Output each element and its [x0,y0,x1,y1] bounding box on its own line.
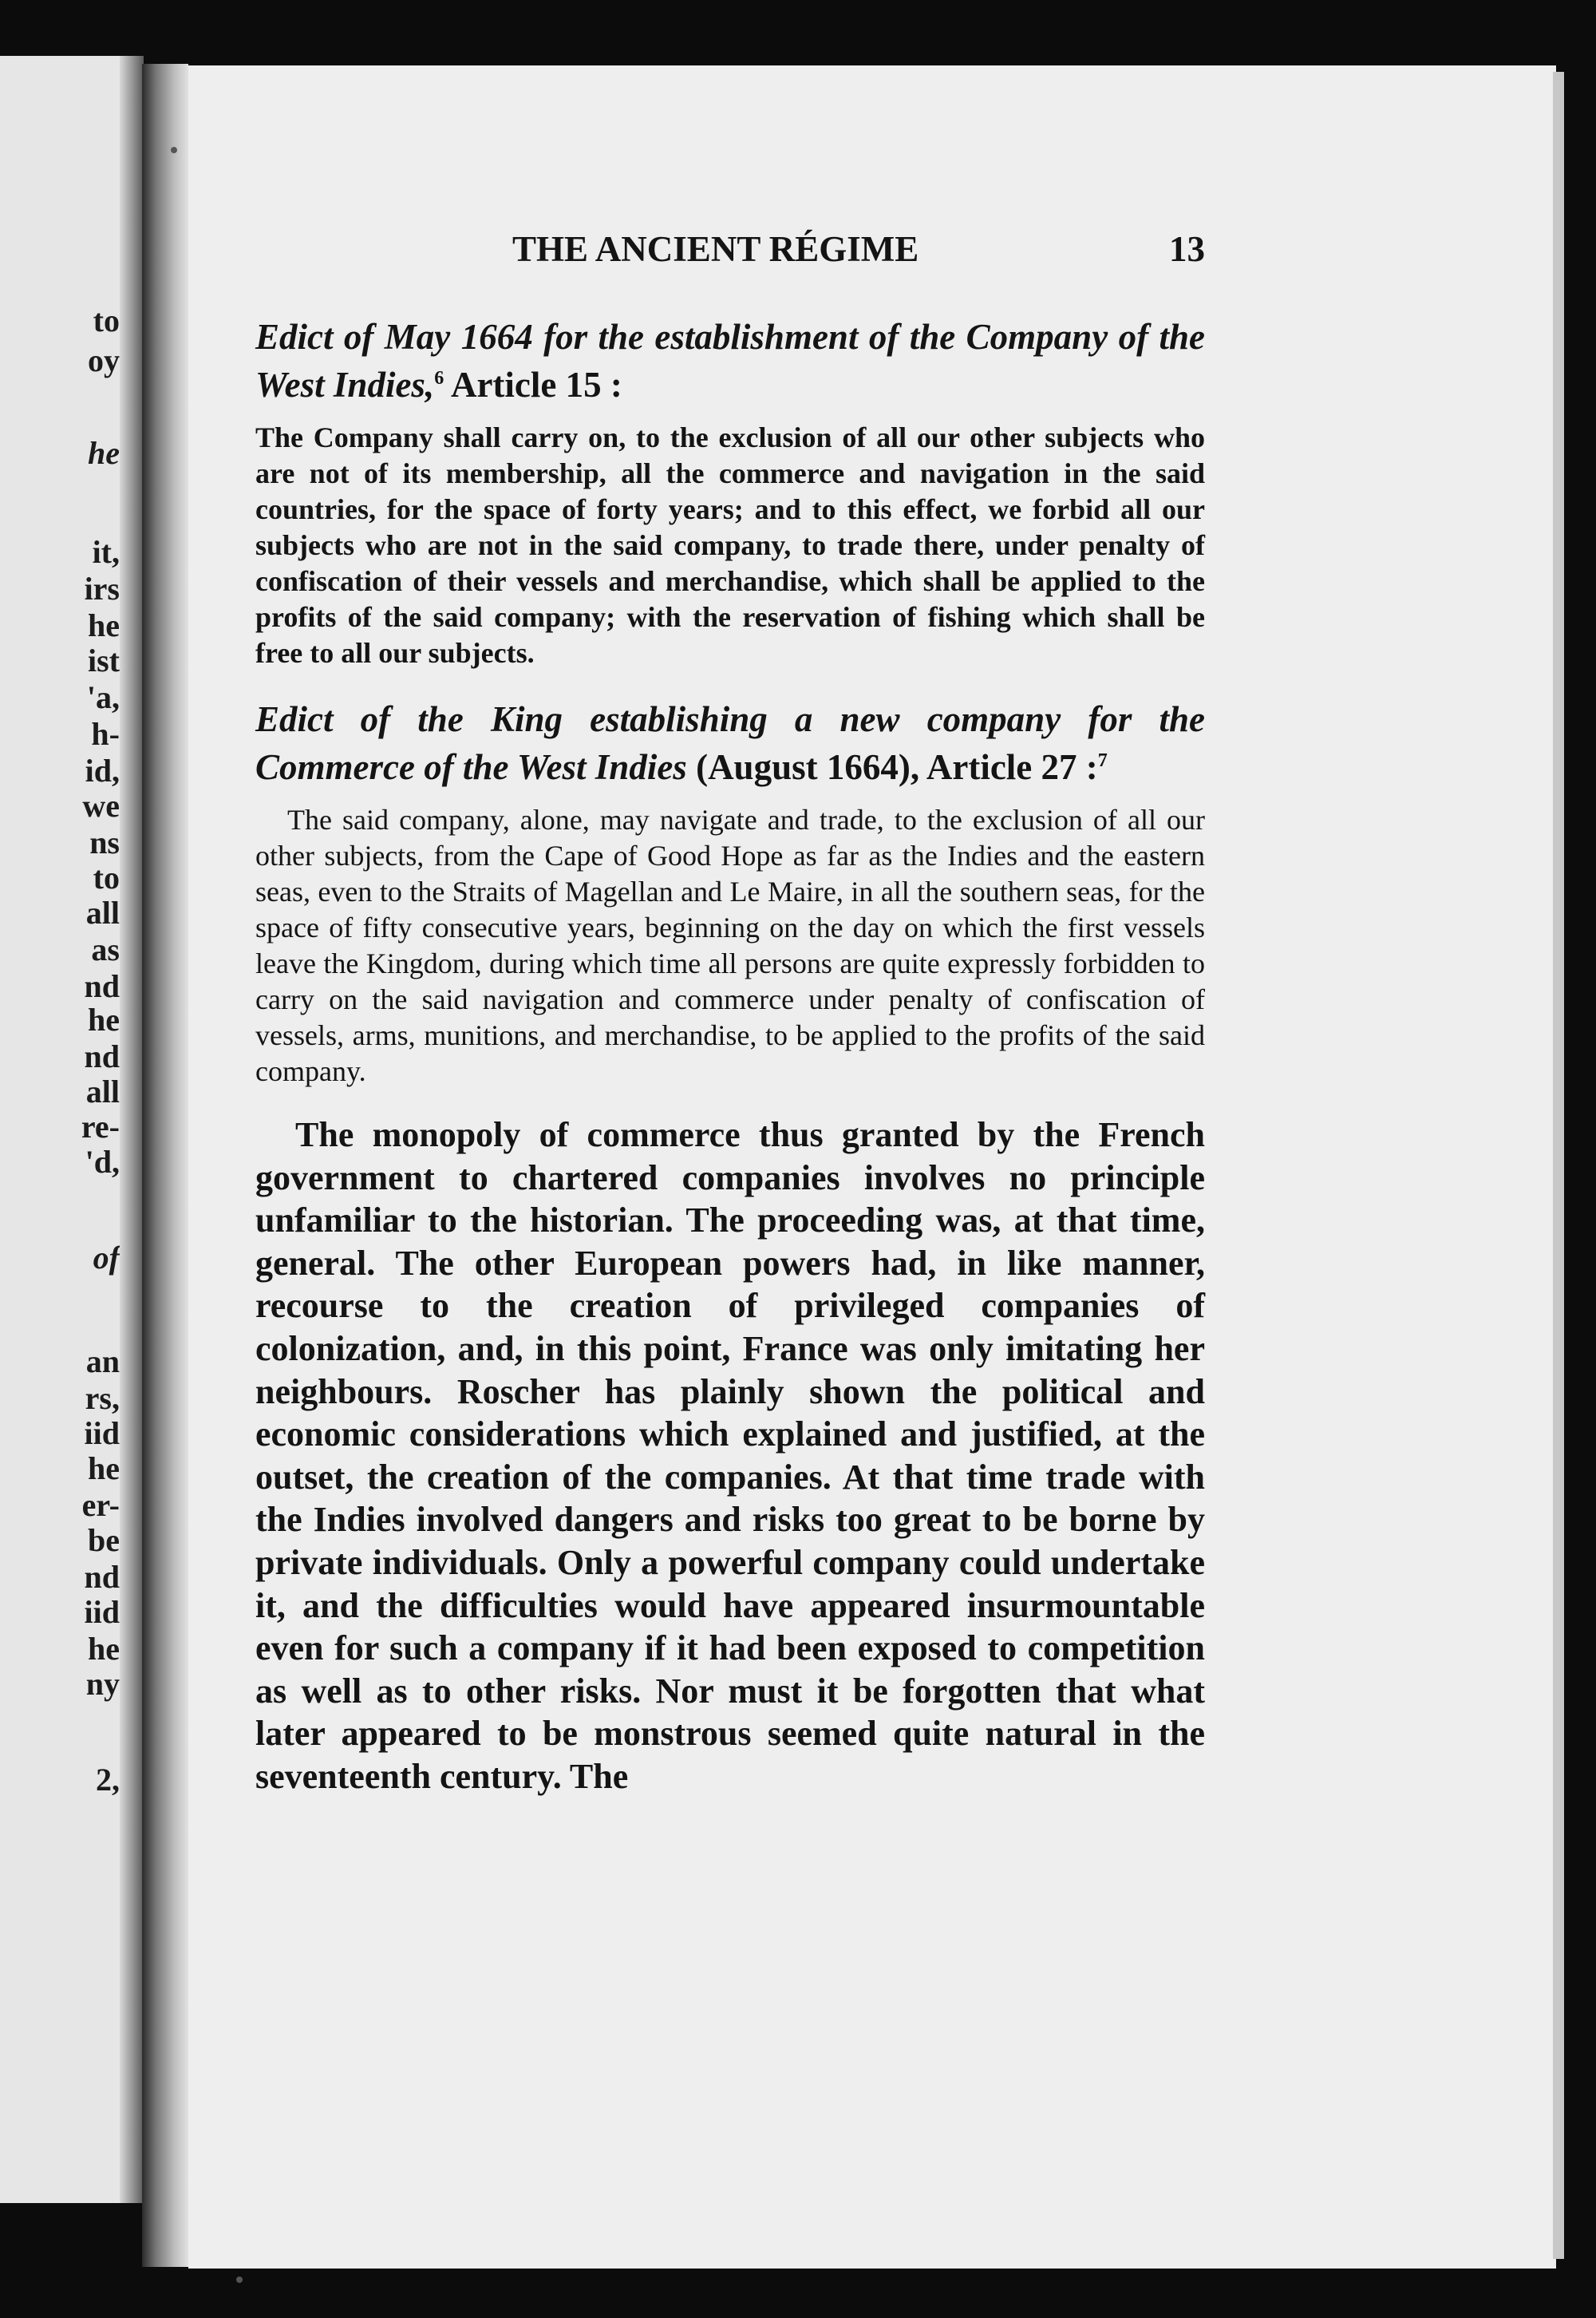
page-number: 13 [1169,229,1205,269]
left-page-fragment: we [82,788,120,824]
left-page-fragment: 2, [96,1762,120,1798]
page-speck [171,147,177,153]
heading-italic: Edict of the King establishing a new company for the Commerce of the West Indies [255,699,1205,787]
left-page-fragment: iid [84,1594,120,1630]
left-page-fragment: it, [92,534,120,570]
left-page-fragment: he [88,435,120,471]
page-title: THE ANCIENT RÉGIME [512,229,919,269]
left-page-fragment: oy [88,342,120,378]
section-heading-2 [255,698,1205,788]
left-page-fragment: er- [81,1487,120,1523]
left-page-edge [120,56,144,2203]
left-page-fragment: 'a, [86,679,120,715]
book-gutter [142,64,188,2267]
left-page-fragment: h- [91,716,120,752]
left-page-fragment: to [93,303,120,338]
left-page-fragment: he [88,607,120,643]
heading-italic: Edict of May 1664 for the establishment of the Company of the West Indies, [255,317,1205,405]
left-page-fragment: id, [85,753,120,789]
section-heading-1 [255,316,1205,405]
left-page-fragment: nd [84,1038,120,1074]
footnote-ref: 7 [1097,750,1108,771]
heading-roman: (August 1664), Article 27 : [686,747,1098,787]
left-page-fragment: 'd, [85,1144,120,1180]
left-page-fragment: irs [84,571,120,607]
footnote-ref: 6 [434,368,444,389]
body-paragraph: The monopoly of commerce thus granted by the French government to chartered companies involves no principle unfamiliar to the historian. The proceeding was, at that time, general. The other European powers had, in like manner, recourse to the creation of privileged companies of colonization, and, in this point, France was only imitating her neighbours. Roscher has plainly shown the political and economic considerations which explained and justified, at the outset, the creation of the companies. At that time trade with the Indies involved dangers and risks too great to be borne by private individuals. Only a powerful company could undertake it, and the difficulties would have appeared insurmountable even for such a company if it had been exposed to competition as well as to other risks. Nor must it be forgotten that what later appeared to be monstrous seemed quite natural in the seventeenth century. The [255,1115,1205,1796]
left-page-fragment: he [88,1002,120,1038]
left-page-fragment: as [91,932,120,967]
left-page-fragment: ny [85,1666,120,1702]
left-page-fragment: all [85,895,120,931]
left-page-fragment: ist [88,643,120,678]
left-page-fragment: he [88,1450,120,1486]
left-page-fragment: he [88,1631,120,1667]
right-page-edge [1553,72,1564,2259]
heading-roman: Article 15 : [444,365,622,405]
left-page-fragment: an [85,1343,120,1379]
left-page-fragment: nd [84,1559,120,1595]
text-column [255,228,1205,1798]
left-page-fragment: be [88,1522,120,1558]
left-page-fragment: of [93,1240,120,1276]
left-page-fragment: re- [81,1109,120,1145]
left-page-fragment: all [85,1074,120,1110]
left-page-fragment: nd [84,968,120,1004]
left-page-fragment: ns [89,825,120,860]
quoted-article-27: The said company, alone, may navigate and trade, to the exclusion of all our other subjects, from the Cape of Good Hope as far as the Indies and the eastern seas, even to the Straits of Magellan and Le Maire, in all the southern seas, for the space of fifty consecutive years, beginning on the day on which the first vessels leave the Kingdom, during which time all persons are quite expressly forbidden to carry on the said navigation and commerce under penalty of confiscation of vessels, arms, munitions, and merchandise, to be applied to the profits of the said company. [255,804,1205,1087]
left-page-fragment: rs, [85,1380,120,1416]
left-page-fragment: iid [84,1415,120,1451]
page-speck [236,2276,243,2283]
running-header [255,228,1205,276]
quoted-article-15: The Company shall carry on, to the exclusion of all our other subjects who are not of its membership, all the commerce and navigation in the said countries, for the space of forty years; and to this effect, we forbid all our subjects who are not in the said company, to trade there, under penalty of confiscation of their vessels and merchandise, which shall be applied to the profits of the said company; with the reservation of fishing which shall be free to all our subjects. [255,421,1205,669]
left-page-fragment: to [93,860,120,896]
